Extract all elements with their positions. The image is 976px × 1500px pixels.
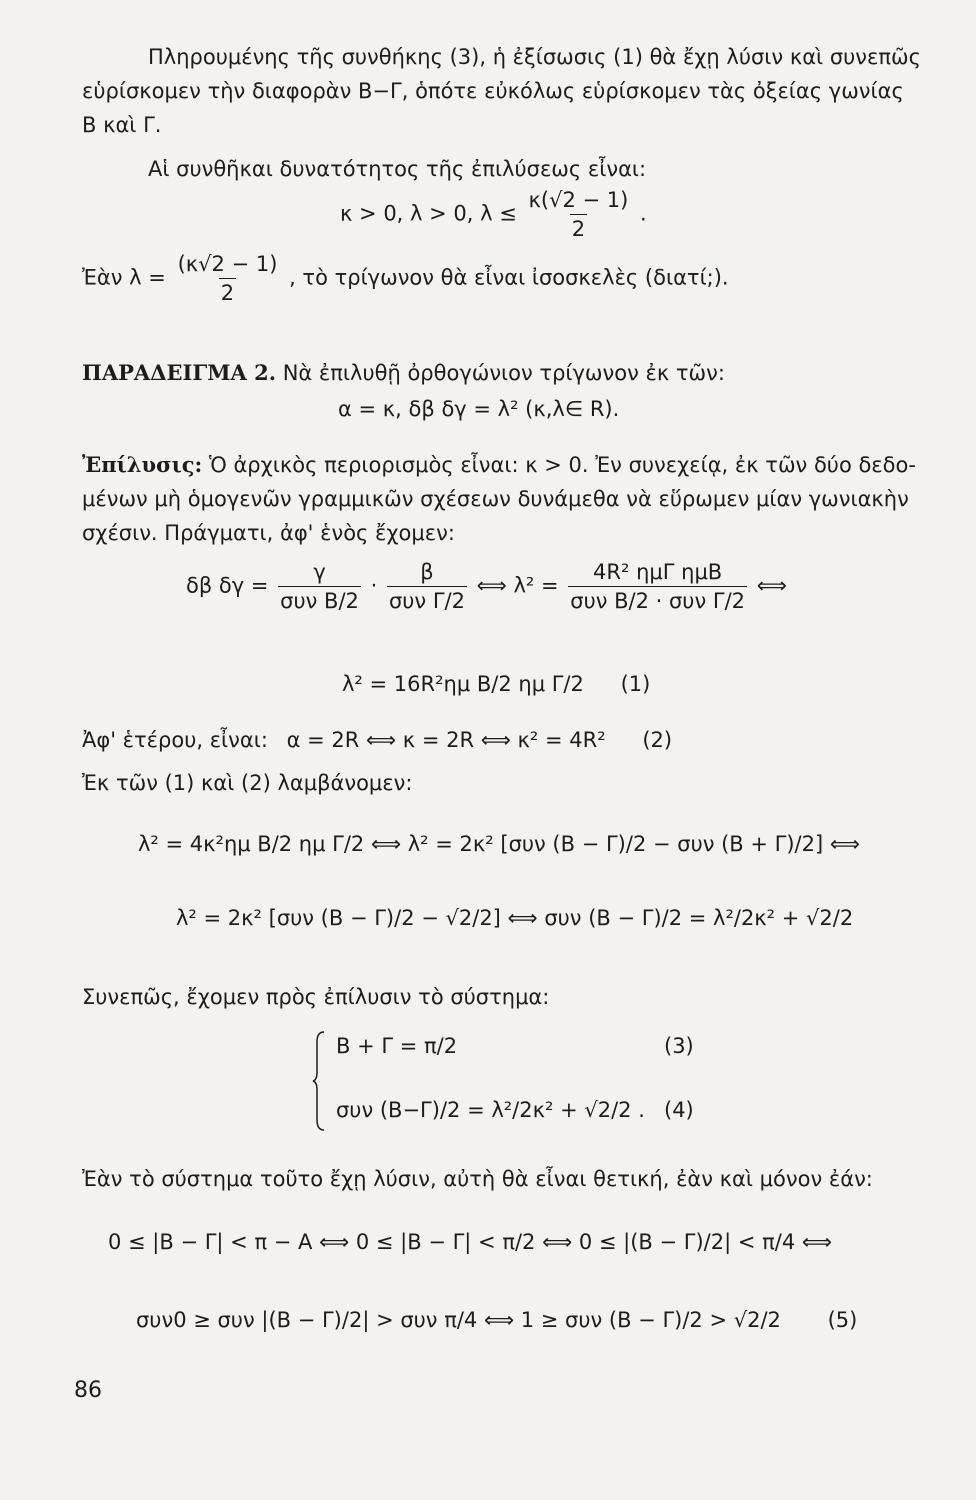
isosceles-start: Ἐὰν λ =	[82, 265, 166, 290]
system-label1: (3)	[664, 1034, 694, 1058]
eq2-math: α = 2R ⟺ κ = 2R ⟺ κ² = 4R²	[286, 728, 606, 752]
conditions-fraction	[527, 188, 631, 241]
inequality-2	[136, 1308, 857, 1332]
eq1-f1den: συν Β/2	[278, 586, 361, 613]
eq1-f2num: β	[420, 560, 434, 584]
conditions-formula	[340, 188, 647, 241]
isosceles-den: 2	[219, 278, 236, 305]
ineq2-text: συν0 ≥ συν |(Β − Γ)/2| > συν π/4 ⟺ 1 ≥ συν (Β − Γ)/2 > √2/2	[136, 1308, 781, 1332]
equation-4: λ² = 2κ² [συν (Β − Γ)/2 − √2/2] ⟺ συν (Β − Γ)/2 = λ²/2κ² + √2/2	[176, 906, 854, 930]
equation-1b	[342, 672, 650, 696]
example-heading	[82, 360, 725, 386]
equation-1: δβ δγ = $\frac{\gamma}{\text{συν Β/2}}$ · $\frac{\beta}{\text{συν Γ/2}}$ ⟺ λ² = $\frac{\text{4R² ημΓ ημΒ}}{\text{συν Β/2 · συν Γ/2}}$ ⟺	[186, 560, 787, 613]
page-number: 86	[74, 1378, 102, 1403]
solution-line3: σχέσιν. Πράγματι, ἀφ' ἑνὸς ἔχομεν:	[82, 521, 455, 545]
solution-label: Ἐπίλυσις:	[82, 452, 203, 477]
eq1b-text: λ² = 16R²ημ Β/2 ημ Γ/2	[342, 672, 584, 696]
eq1-frac1	[278, 560, 361, 613]
eq1-arrow2: ⟺	[756, 573, 787, 598]
eq1-lam: λ² =	[513, 573, 559, 598]
isosceles-sentence	[82, 252, 729, 305]
eq1-f1num: γ	[313, 560, 326, 584]
system-label2: (4)	[664, 1098, 694, 1122]
para1-line3: Β καὶ Γ.	[82, 113, 162, 137]
eq2-label: (2)	[642, 728, 673, 752]
system-row2: συν (Β−Γ)/2 = λ²/2κ² + √2/2 .	[336, 1098, 645, 1122]
eq1b-label: (1)	[620, 672, 651, 696]
eq1-frac2	[387, 560, 467, 613]
para1-line1: Πληρουμένης τῆς συνθήκης (3), ἡ ἐξίσωσις (1) θὰ ἔχῃ λύσιν καὶ συνεπῶς	[148, 45, 921, 69]
conditions-num: κ(√2 − 1)	[528, 188, 629, 212]
system-intro: Συνεπῶς, ἔχομεν πρὸς ἐπίλυσιν τὸ σύστημα:	[82, 985, 550, 1009]
eq1-f3den: συν Β/2 · συν Γ/2	[568, 586, 747, 613]
conditions-den: 2	[570, 214, 587, 241]
conditions-left: κ > 0, λ > 0, λ ≤	[340, 201, 517, 226]
conditions-end: .	[640, 201, 647, 226]
solution-line1	[82, 452, 916, 478]
closing-text: Ἐὰν τὸ σύστημα τοῦτο ἔχῃ λύσιν, αὐτὴ θὰ εἶναι θετική, ἐὰν καὶ μόνον ἐάν:	[82, 1167, 873, 1191]
eq1-f3num: 4R² ημΓ ημΒ	[593, 560, 723, 584]
example-title: ΠΑΡΑΔΕΙΓΜΑ 2.	[82, 360, 277, 385]
from-text: Ἐκ τῶν (1) καὶ (2) λαμβάνομεν:	[82, 771, 413, 795]
eq1-lhs: δβ δγ =	[186, 573, 269, 598]
isosceles-rest: , τὸ τρίγωνον θὰ εἶναι ἰσοσκελὲς (διατί;).	[289, 265, 729, 290]
solution-text1: Ὁ ἀρχικὸς περιορισμὸς εἶναι: κ > 0. Ἐν συνεχείᾳ, ἐκ τῶν δύο δεδο-	[208, 453, 916, 477]
inequality-1: 0 ≤ |Β − Γ| < π − Α ⟺ 0 ≤ |Β − Γ| < π/2 ⟺ 0 ≤ |(Β − Γ)/2| < π/4 ⟺	[108, 1230, 832, 1254]
conditions-intro: Αἱ συνθῆκαι δυνατότητος τῆς ἐπιλύσεως εἶναι:	[148, 157, 647, 181]
ineq2-label: (5)	[827, 1308, 858, 1332]
example-given: α = κ, δβ δγ = λ² (κ,λ∈ R).	[338, 397, 620, 421]
eq1-f2den: συν Γ/2	[387, 586, 467, 613]
isosceles-num: (κ√2 − 1)	[177, 252, 278, 276]
isosceles-fraction	[176, 252, 280, 305]
eq2-start: Ἀφ' ἑτέρου, εἶναι:	[82, 728, 268, 752]
para1-line2: εὑρίσκομεν τὴν διαφορὰν Β−Γ, ὁπότε εὐκόλως εὑρίσκομεν τὰς ὀξείας γωνίας	[82, 79, 904, 103]
system-row1: Β + Γ = π/2	[336, 1034, 458, 1058]
equation-3: λ² = 4κ²ημ Β/2 ημ Γ/2 ⟺ λ² = 2κ² [συν (Β − Γ)/2 − συν (Β + Γ)/2] ⟺	[138, 832, 860, 856]
solution-line2: μένων μὴ ὁμογενῶν γραμμικῶν σχέσεων δυνάμεθα νὰ εὕρωμεν μίαν γωνιακὴν	[82, 487, 909, 511]
eq1-arrow: ⟺	[476, 573, 507, 598]
eq1-frac3	[568, 560, 747, 613]
equation-2	[82, 728, 672, 752]
example-text: Νὰ ἐπιλυθῇ ὀρθογώνιον τρίγωνον ἐκ τῶν:	[282, 361, 725, 385]
system-brace	[312, 1030, 326, 1132]
